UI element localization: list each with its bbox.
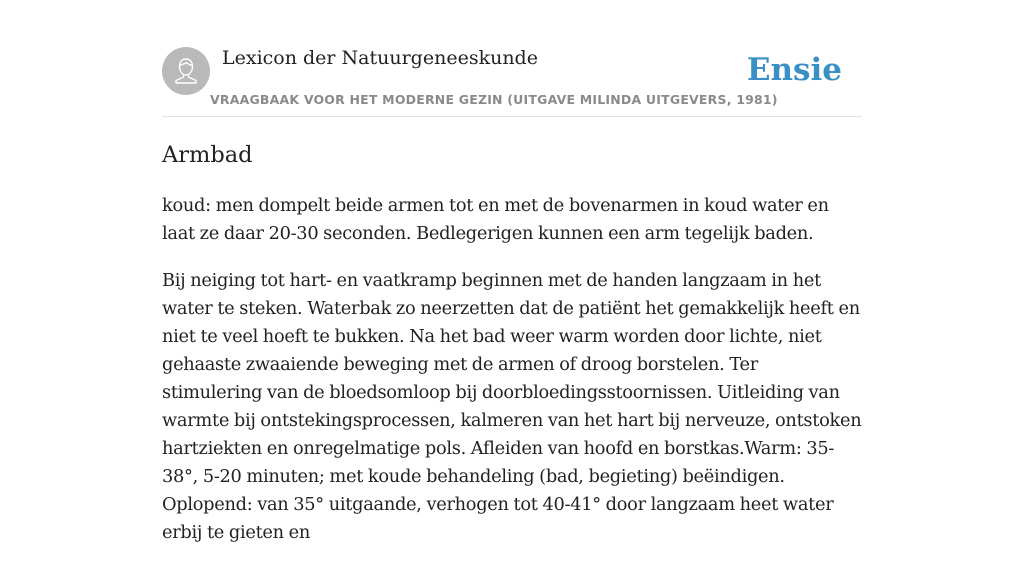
entry-paragraph: koud: men dompelt beide armen tot en met de bovenarmen in koud water en laat ze daar 20-30 seconden. Bedlegerigen kunnen een arm tegelijk baden. [162,195,829,244]
book-subtitle: VRAAGBAAK VOOR HET MODERNE GEZIN (UITGAVE MILINDA UITGEVERS, 1981) [210,92,778,107]
entry-paragraph: Bij neiging tot hart- en vaatkramp beginnen met de handen langzaam in het water te steken. Waterbak zo neerzetten dat de patiënt het gemakkelijk heeft en niet te veel hoeft te bukken. Na het bad weer warm worden door lichte, niet gehaaste zwaaiende beweging met de armen of droog borstelen. Ter stimulering van de bloedsomloop bij doorbloedingsstoornissen. Uitleiding van warmte bij ontstekingsprocessen, kalmeren van het hart bij nerveuze, ontstoken hartziekten en onregelmatige pols. Afleiden van hoofd en borstkas.Warm: 35-38°, 5-20 minuten; met koude behandeling (bad, begieting) beëindigen. Oplopend: van 35° uitgaande, verhogen tot 40-41° door langzaam heet water erbij te gieten en [162,270,862,543]
entry-title: Armbad [162,142,253,168]
page [162,0,862,543]
book-header [162,0,862,117]
book-title[interactable]: Lexicon der Natuurgeneeskunde [222,47,538,69]
user-placeholder-icon [162,47,210,95]
entry-content [162,192,862,566]
brand-logo[interactable]: Ensie [746,52,842,88]
book-avatar[interactable] [162,47,210,95]
